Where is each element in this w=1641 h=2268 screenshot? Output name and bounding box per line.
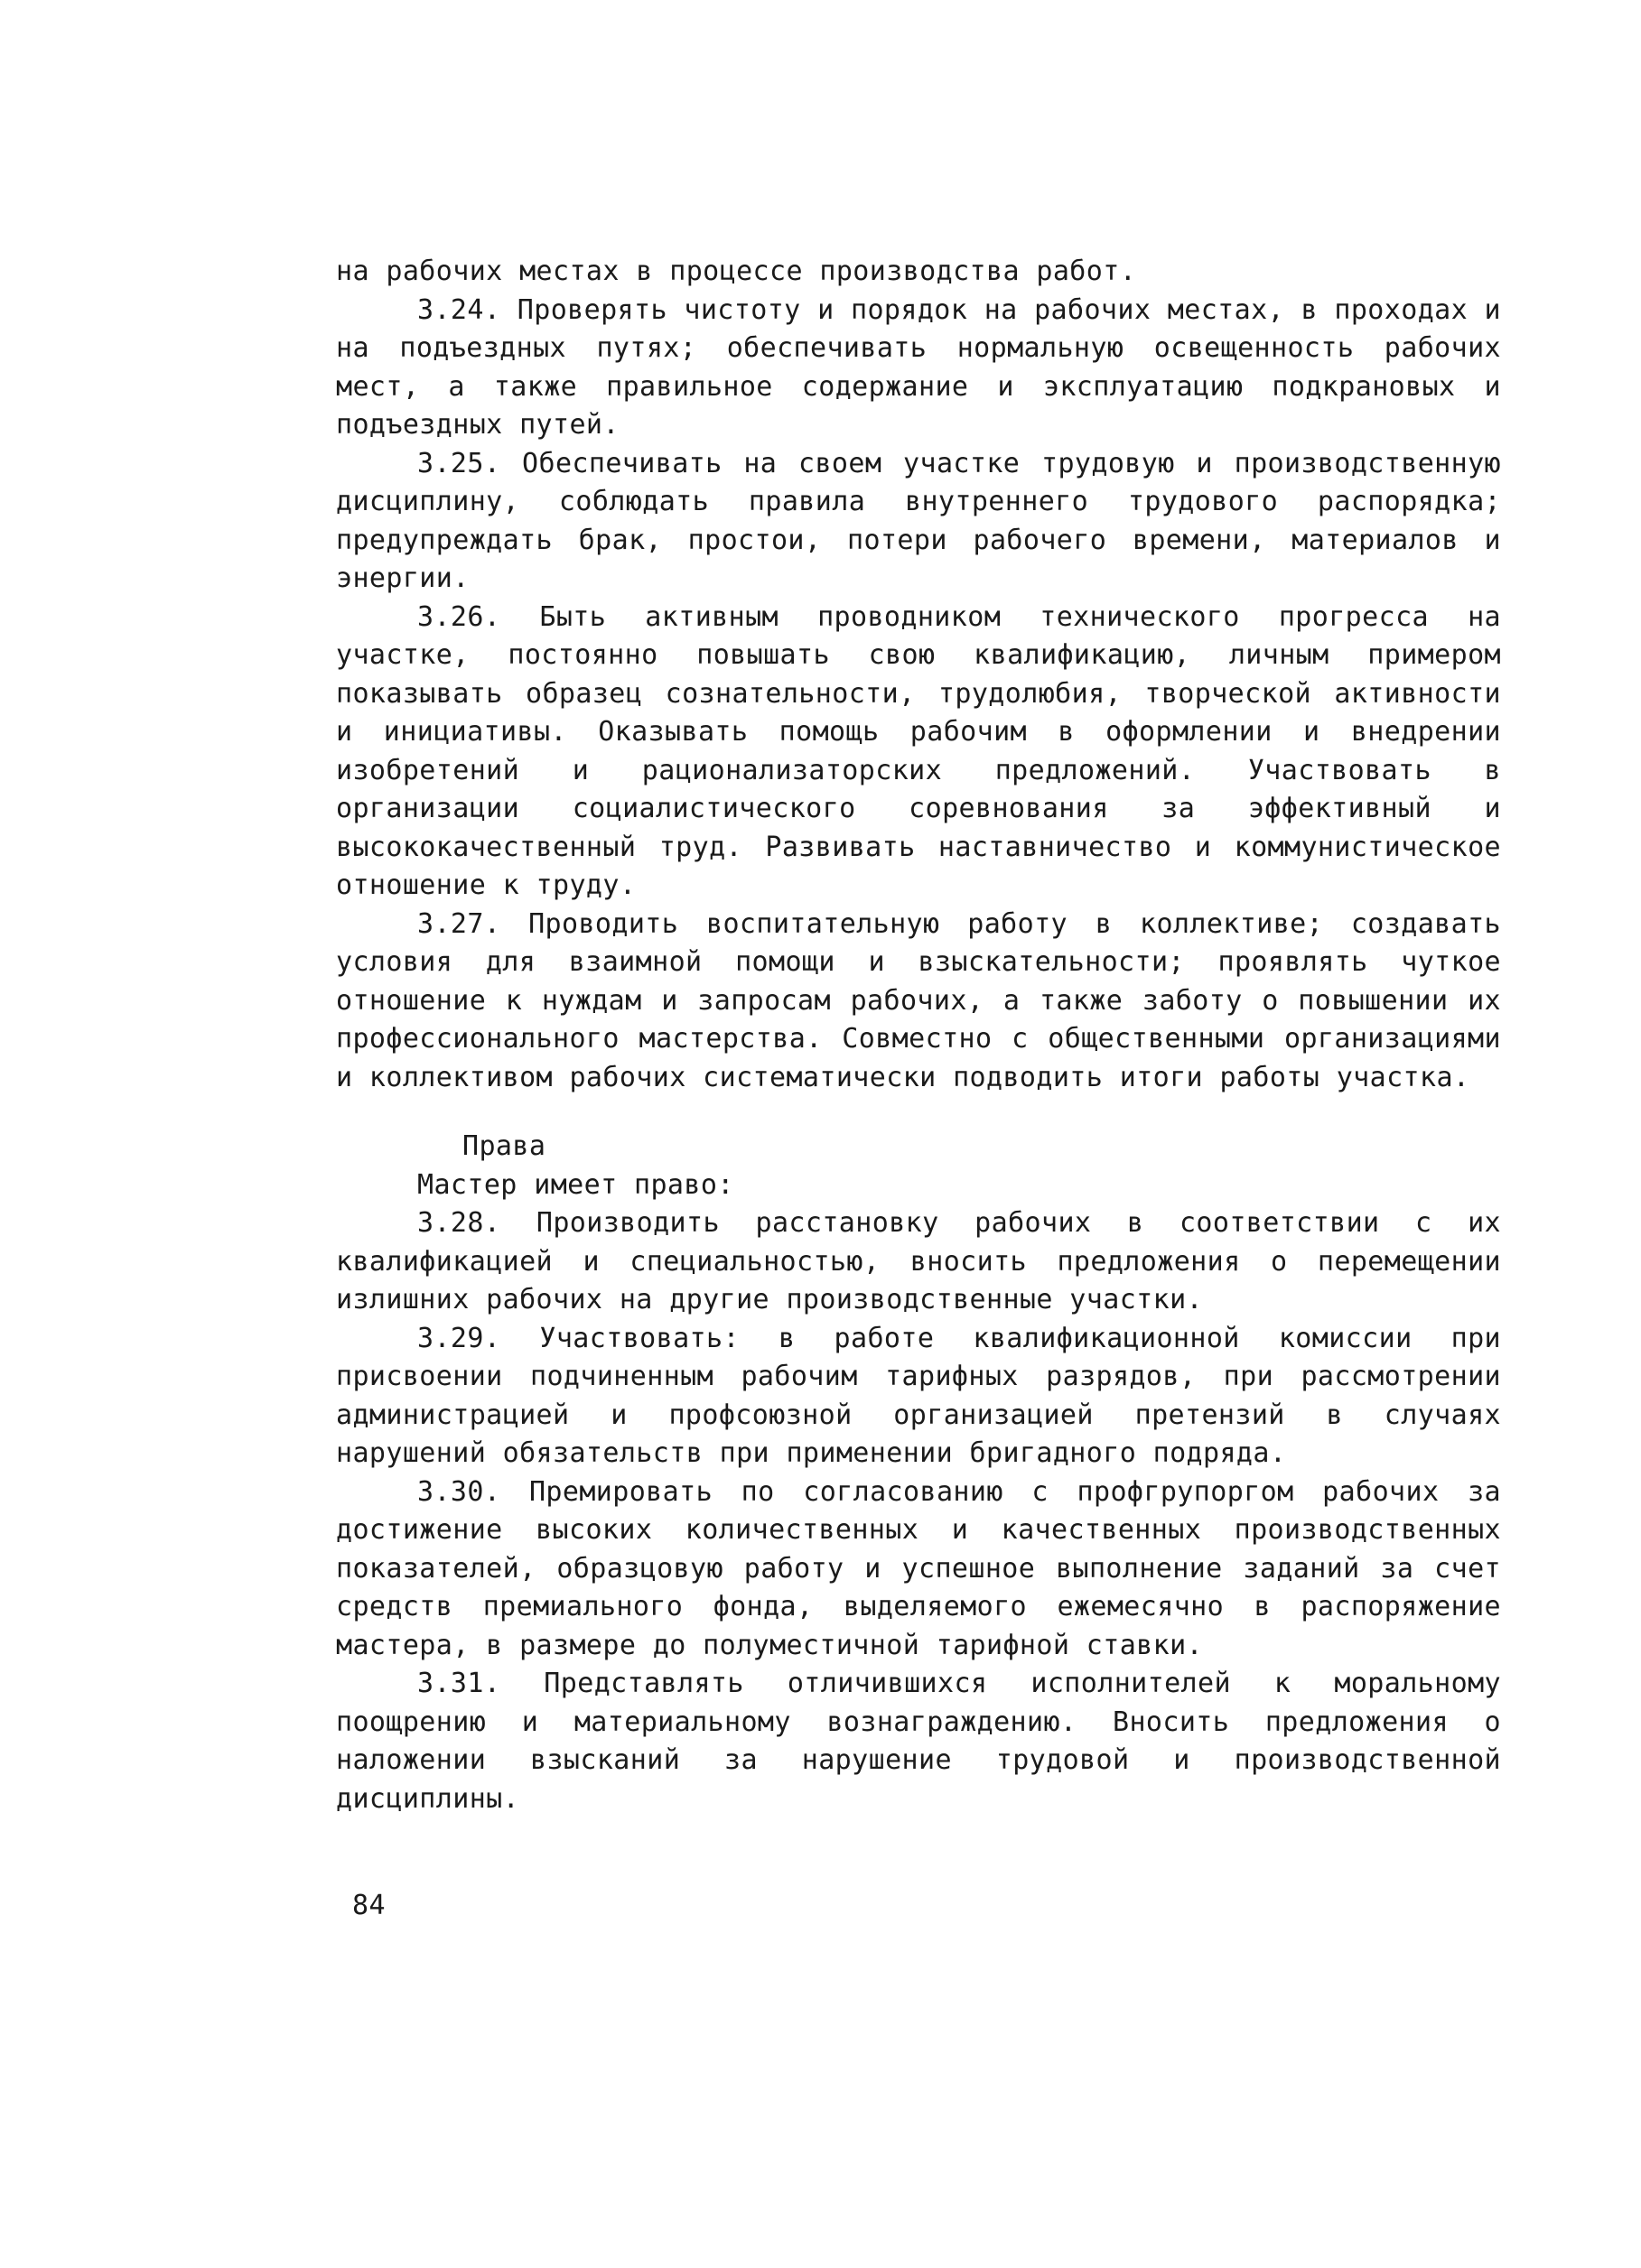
page-number: 84 [352,1890,386,1921]
paragraph-3-25: 3.25. Обеспечивать на своем участке трудовую и производственную дисциплину, соблюдать правила внутреннего трудового распорядка; предупреждать брак, простои, потери рабочего времени, материалов и энергии. [336,447,1501,594]
paragraph-continuation: на рабочих местах в процессе производства работ. [336,256,1137,287]
section-heading: Права [462,1130,546,1162]
document-body [336,253,1501,1818]
paragraph-3-30: 3.30. Премировать по согласованию с профгрупоргом рабочих за достижение высоких количественных и качественных производственных показателей, образцовую работу и успешное выполнение заданий за счет средств премиального фонда, выделяемого ежемесячно в распоряжение мастера, в размере до полуместичной тарифной ставки. [336,1475,1501,1661]
paragraph-3-26: 3.26. Быть активным проводником технического прогресса на участке, постоянно повышать свою квалификацию, личным примером показывать образец сознательности, трудолюбия, творческой активности и инициативы. Оказывать помощь рабочим в оформлении и внедрении изобретений и рационализаторских предложений. Участвовать в организации социалистического соревнования за эффективный и высококачественный труд. Развивать наставничество и коммунистическое отношение к труду. [336,600,1501,901]
paragraph-3-27: 3.27. Проводить воспитательную работу в коллективе; создавать условия для взаимной помощи и взыскательности; проявлять чуткое отношение к нуждам и запросам рабочих, а также заботу о повышении их профессионального мастерства. Совместно с общественными организациями и коллективом рабочих систематически подводить итоги работы участка. [336,907,1501,1093]
paragraph-3-28: 3.28. Производить расстановку рабочих в соответствии с их квалификацией и специальностью, вносить предложения о перемещении излишних рабочих на другие производственные участки. [336,1207,1501,1315]
paragraph-3-31: 3.31. Представлять отличившихся исполнителей к моральному поощрению и материальному вознаграждению. Вносить предложения о наложении взысканий за нарушение трудовой и производственной дисциплины. [336,1668,1501,1815]
section-intro: Мастер имеет право: [417,1168,734,1201]
paragraph-3-29: 3.29. Участвовать: в работе квалификационной комиссии при присвоении подчиненным рабочим тарифных разрядов, при рассмотрении администрацией и профсоюзной организацией претензий в случаях нарушений обязательств при применении бригадного подряда. [336,1322,1501,1469]
paragraph-3-24: 3.24. Проверять чистоту и порядок на рабочих местах, в проходах и на подъездных путях; обеспечивать нормальную освещенность рабочих мест, а также правильное содержание и эксплуатацию подкрановых и подъездных путей. [336,293,1501,441]
